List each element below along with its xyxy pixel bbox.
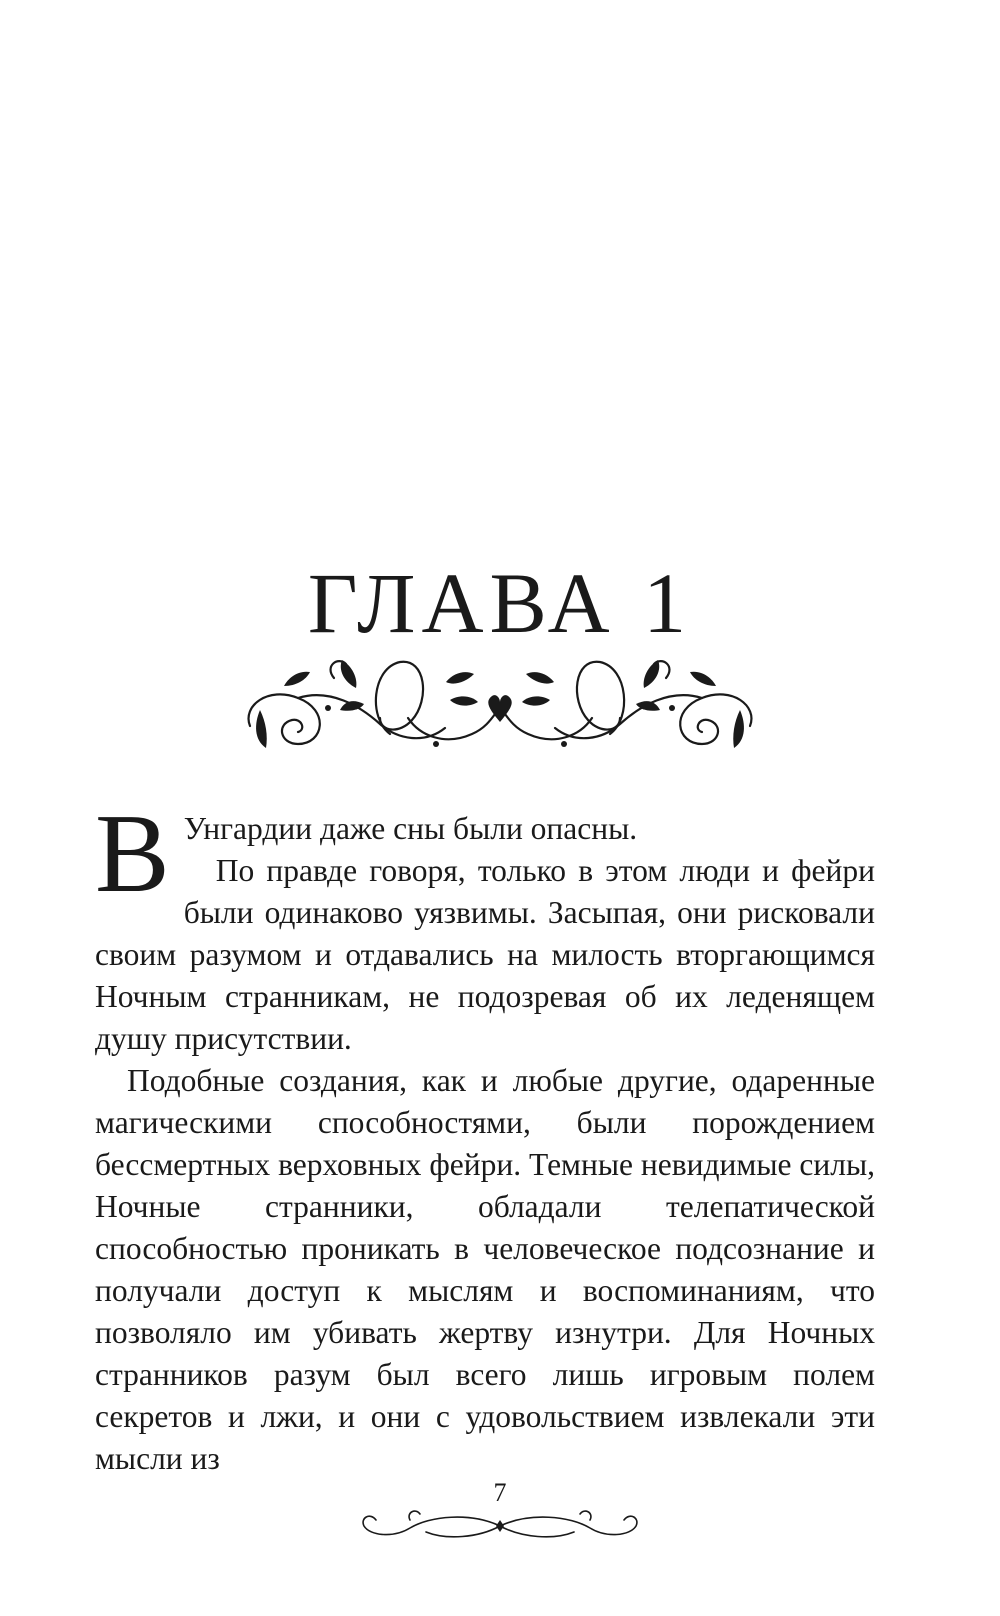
paragraph-1-text: Унгардии даже сны были опасны. [183, 811, 638, 846]
paragraph-3: Подобные создания, как и любые другие, одаренные магическими способностями, были порождением бессмертных верховных фейри. Темные невидимые силы, Ночные странники, обладали телепатической способностью проникать в человеческое подсознание и получали доступ к мыслям и воспоминаниям, что позволяло им убивать жертву изнутри. Для Ночных странников разум был всего лишь игровым полем секретов и лжи, и они с удовольствием извлекали эти мысли из [95, 1063, 875, 1476]
paragraph-2: По правде говоря, только в этом люди и фейри были одинаково уязвимы. Засыпая, они рисковали своим разумом и отдавались на милость вторгающимся Ночным странникам, не подозревая об их леденящем душу присутствии. [95, 853, 875, 1056]
paragraph-1 [95, 792, 875, 916]
page-number: 7 [493, 1478, 507, 1507]
drop-cap: В [95, 792, 170, 916]
chapter-body [95, 792, 875, 1480]
floral-scroll-ornament-icon [240, 648, 760, 758]
page-footer [350, 1478, 650, 1548]
chapter-title: ГЛАВА 1 [307, 555, 693, 651]
